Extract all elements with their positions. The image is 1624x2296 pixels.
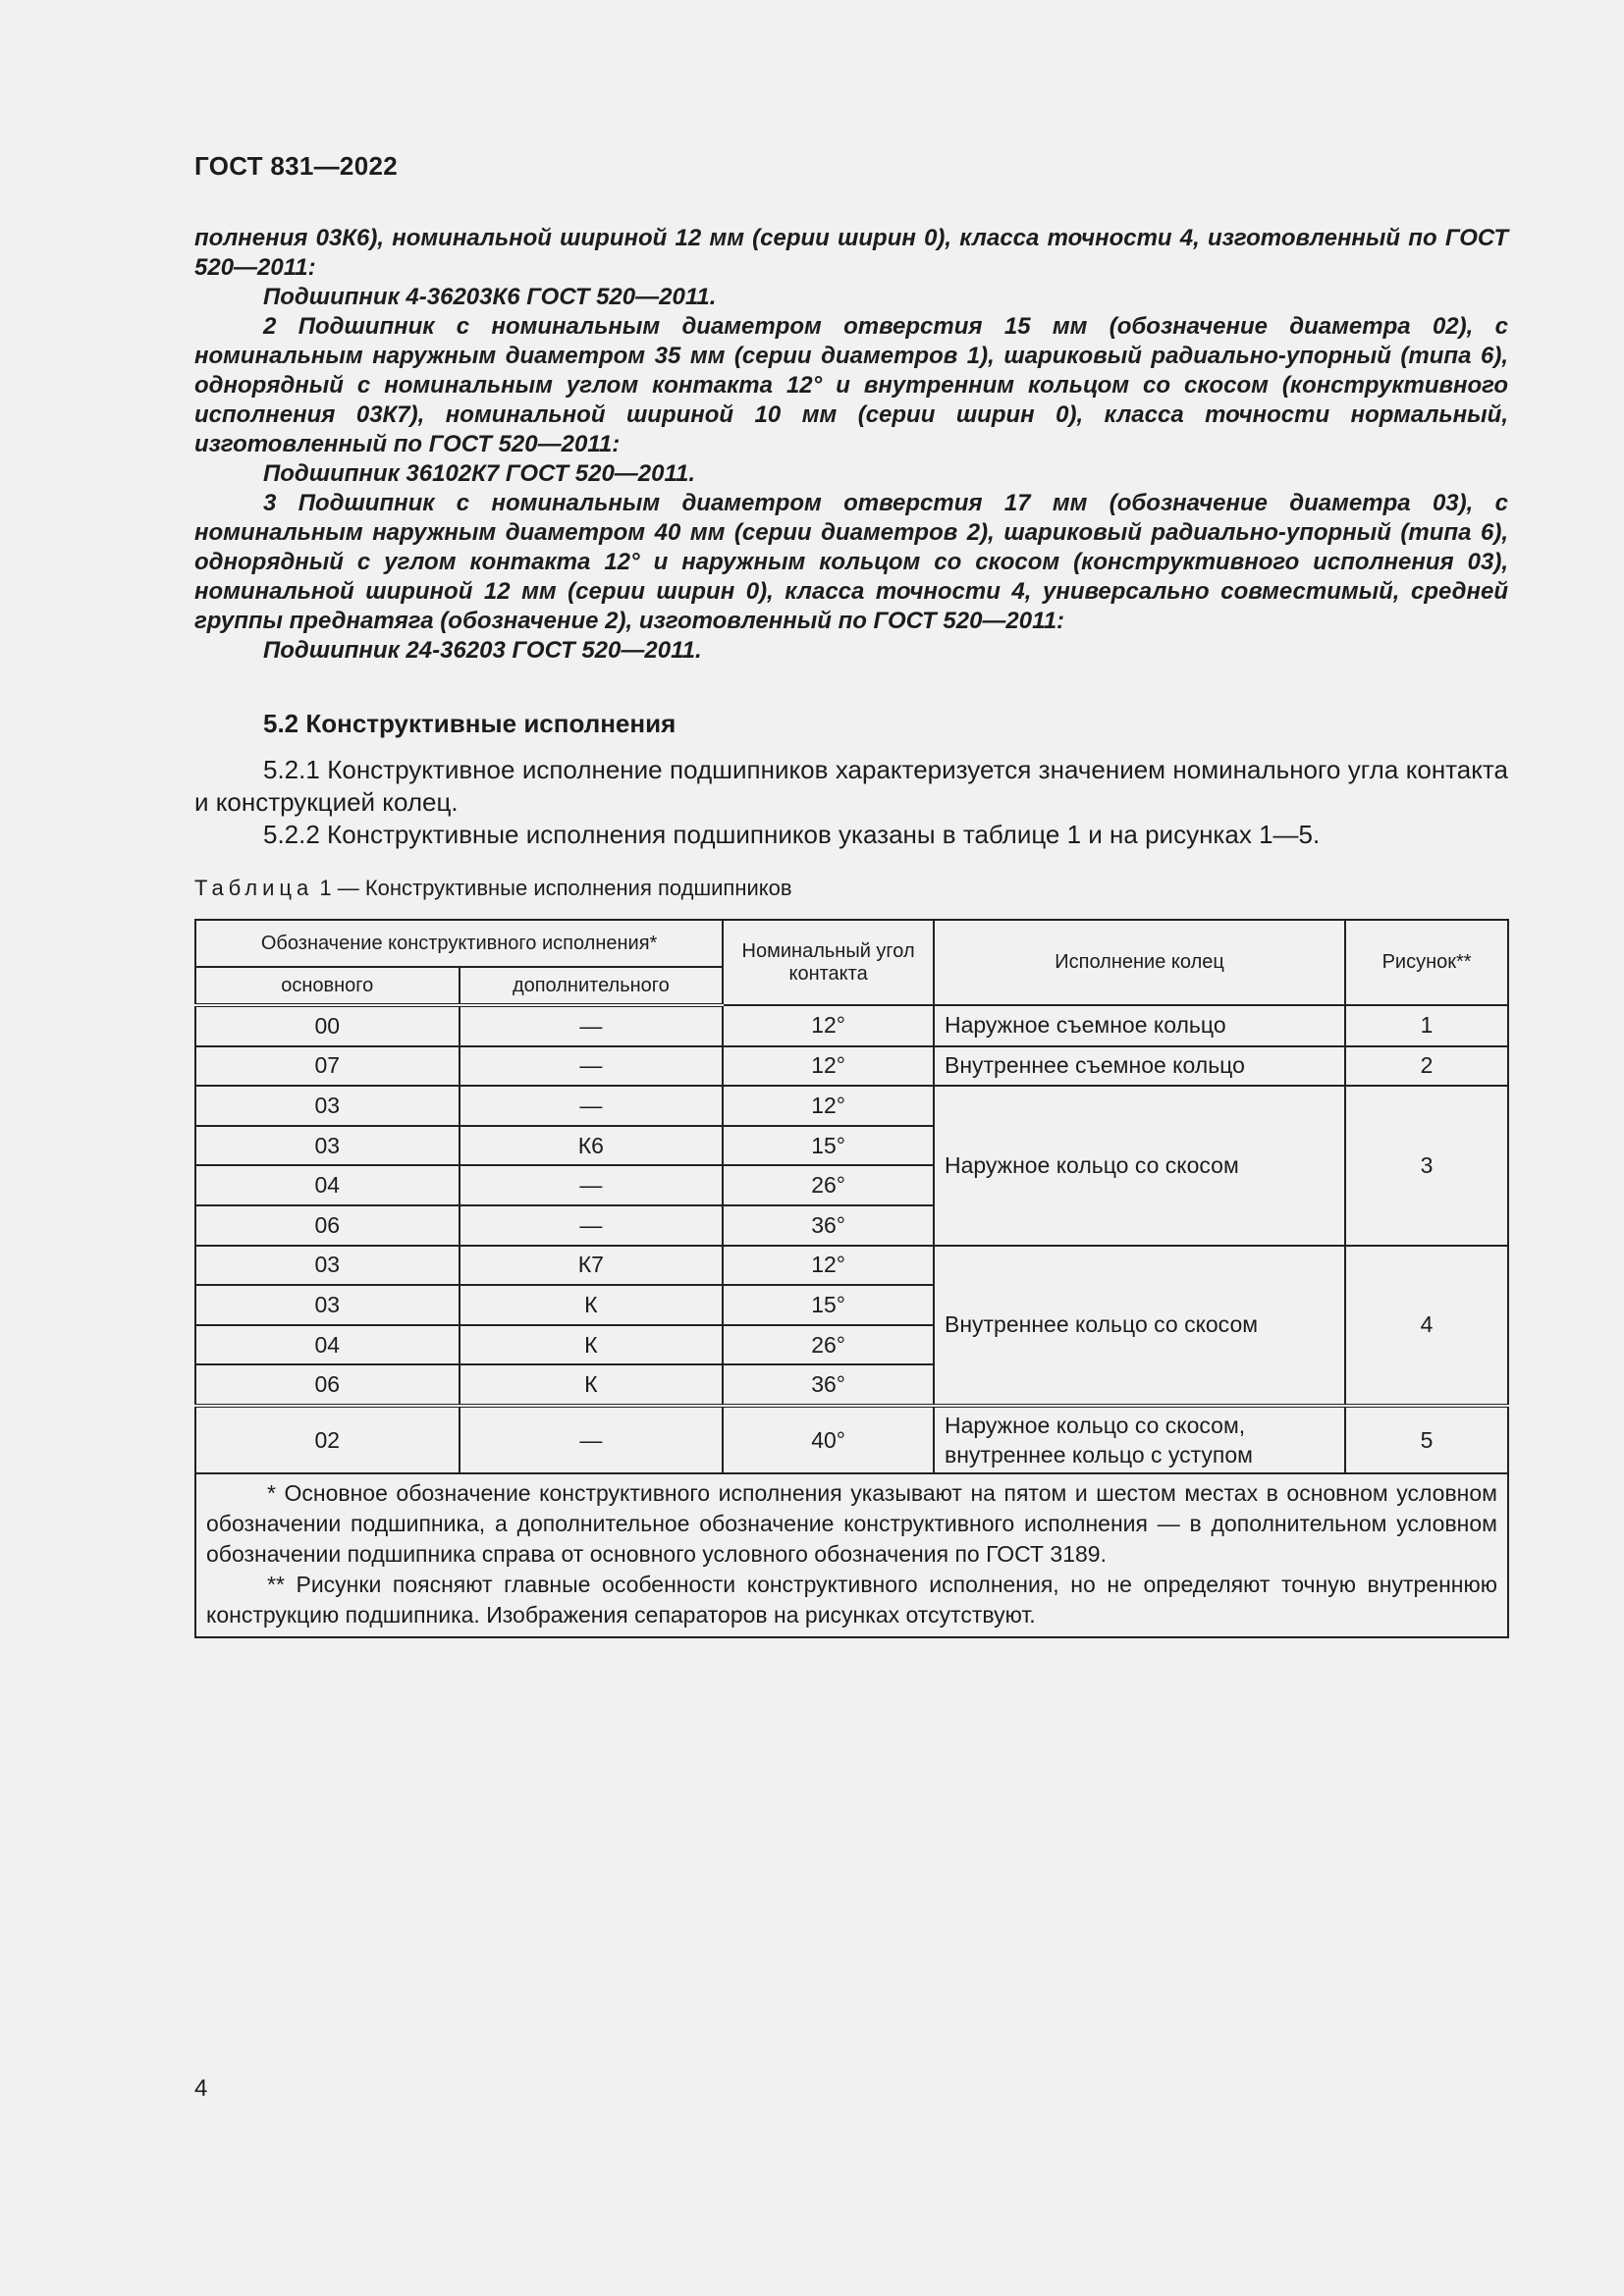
cell-rings: Внутреннее съемное кольцо	[934, 1046, 1345, 1087]
cell-angle: 12°	[723, 1005, 934, 1046]
cell-additional: —	[460, 1046, 724, 1087]
document-header: ГОСТ 831—2022	[194, 151, 398, 181]
examples-block	[194, 224, 1508, 666]
cell-basic: 02	[195, 1406, 460, 1473]
table-note: ** Рисунки поясняют главные особенности конструктивного исполнения, но не определяют точную внутреннюю конструкцию подшипника. Изображения сепараторов на рисунках отсутствуют.	[206, 1571, 1497, 1628]
cell-additional: К	[460, 1364, 724, 1406]
cell-basic: 04	[195, 1325, 460, 1365]
cell-angle: 26°	[723, 1325, 934, 1365]
cell-angle: 12°	[723, 1046, 934, 1087]
paragraph-5-2-1: 5.2.1 Конструктивное исполнение подшипников характеризуется значением номинального угла контакта и конструкцией колец.	[194, 755, 1508, 817]
example-designation: Подшипник 24-36203 ГОСТ 520—2011.	[263, 637, 702, 664]
table-row	[195, 1046, 1508, 1087]
example-paragraph: полнения 03К6), номинальной шириной 12 мм (серии ширин 0), класса точности 4, изготовленный по ГОСТ 520—2011:	[194, 225, 1508, 281]
example-designation: Подшипник 4-36203К6 ГОСТ 520—2011.	[263, 284, 717, 310]
table-header-row	[195, 920, 1508, 967]
header-rings: Исполнение колец	[934, 920, 1345, 1005]
cell-basic: 04	[195, 1165, 460, 1205]
header-figure: Рисунок**	[1345, 920, 1508, 1005]
cell-rings: Наружное съемное кольцо	[934, 1005, 1345, 1046]
cell-basic: 03	[195, 1086, 460, 1126]
table-caption-label: Таблица	[194, 876, 314, 900]
example-paragraph: 2 Подшипник с номинальным диаметром отверстия 15 мм (обозначение диаметра 02), с номинальным наружным диаметром 35 мм (серии диаметров 1), шариковый радиально-упорный (типа 6), однорядный с номинальным углом контакта 12° и внутренним кольцом со скосом (конструктивного исполнения 03К7), номинальной шириной 10 мм (серии ширин 0), класса точности нормальный, изготовленный по ГОСТ 520—2011:	[194, 313, 1508, 457]
cell-angle: 36°	[723, 1205, 934, 1246]
cell-angle: 40°	[723, 1406, 934, 1473]
cell-rings: Внутреннее кольцо со скосом	[934, 1246, 1345, 1406]
cell-additional: К	[460, 1325, 724, 1365]
table-row	[195, 1005, 1508, 1046]
table-note: * Основное обозначение конструктивного исполнения указывают на пятом и шестом местах в основном условном обозначении подшипника, а дополнительное обозначение конструктивного исполнения — в дополнительном условном обозначении подшипника справа от основного условного обозначения по ГОСТ 3189.	[206, 1479, 1497, 1567]
header-angle: Номинальный угол контакта	[723, 920, 934, 1005]
cell-figure: 3	[1345, 1086, 1508, 1245]
cell-basic: 06	[195, 1205, 460, 1246]
table-row	[195, 1406, 1508, 1473]
cell-basic: 00	[195, 1005, 460, 1046]
cell-basic: 03	[195, 1126, 460, 1166]
page-number: 4	[194, 2075, 208, 2102]
section-body	[194, 754, 1508, 851]
cell-angle: 26°	[723, 1165, 934, 1205]
table-caption	[194, 876, 792, 901]
table-row	[195, 1086, 1508, 1126]
cell-figure: 1	[1345, 1005, 1508, 1046]
header-basic: основного	[195, 967, 460, 1005]
cell-basic: 06	[195, 1364, 460, 1406]
cell-additional: —	[460, 1086, 724, 1126]
cell-additional: —	[460, 1205, 724, 1246]
table-notes	[195, 1473, 1508, 1637]
cell-rings-line: внутреннее кольцо с уступом	[944, 1441, 1253, 1468]
header-additional: дополнительного	[460, 967, 724, 1005]
cell-angle: 36°	[723, 1364, 934, 1406]
header-designation: Обозначение конструктивного исполнения*	[195, 920, 723, 967]
cell-figure: 4	[1345, 1246, 1508, 1406]
cell-angle: 15°	[723, 1285, 934, 1325]
cell-figure: 5	[1345, 1406, 1508, 1473]
cell-additional: —	[460, 1406, 724, 1473]
cell-additional: —	[460, 1005, 724, 1046]
example-paragraph: 3 Подшипник с номинальным диаметром отверстия 17 мм (обозначение диаметра 03), с номинальным наружным диаметром 40 мм (серии диаметров 2), шариковый радиально-упорный (типа 6), однорядный с углом контакта 12° и наружным кольцом со скосом (конструктивного исполнения 03), номинальной шириной 12 мм (серии ширин 0), класса точности 4, универсально совместимый, средней группы преднатяга (обозначение 2), изготовленный по ГОСТ 520—2011:	[194, 490, 1508, 634]
cell-rings: Наружное кольцо со скосом	[934, 1086, 1345, 1245]
table-row	[195, 1246, 1508, 1286]
cell-additional: К	[460, 1285, 724, 1325]
table-caption-title: 1 — Конструктивные исполнения подшипников	[313, 876, 792, 900]
cell-rings-line: Наружное кольцо со скосом,	[944, 1412, 1246, 1438]
cell-additional: К6	[460, 1126, 724, 1166]
cell-basic: 07	[195, 1046, 460, 1087]
cell-rings	[934, 1406, 1345, 1473]
cell-angle: 12°	[723, 1086, 934, 1126]
cell-figure: 2	[1345, 1046, 1508, 1087]
cell-angle: 12°	[723, 1246, 934, 1286]
cell-basic: 03	[195, 1285, 460, 1325]
cell-additional: К7	[460, 1246, 724, 1286]
table-notes-row	[195, 1473, 1508, 1637]
paragraph-5-2-2: 5.2.2 Конструктивные исполнения подшипников указаны в таблице 1 и на рисунках 1—5.	[263, 820, 1321, 849]
cell-angle: 15°	[723, 1126, 934, 1166]
cell-basic: 03	[195, 1246, 460, 1286]
design-variants-table	[194, 919, 1509, 1638]
cell-additional: —	[460, 1165, 724, 1205]
section-title: 5.2 Конструктивные исполнения	[263, 709, 677, 738]
example-designation: Подшипник 36102К7 ГОСТ 520—2011.	[263, 460, 696, 487]
